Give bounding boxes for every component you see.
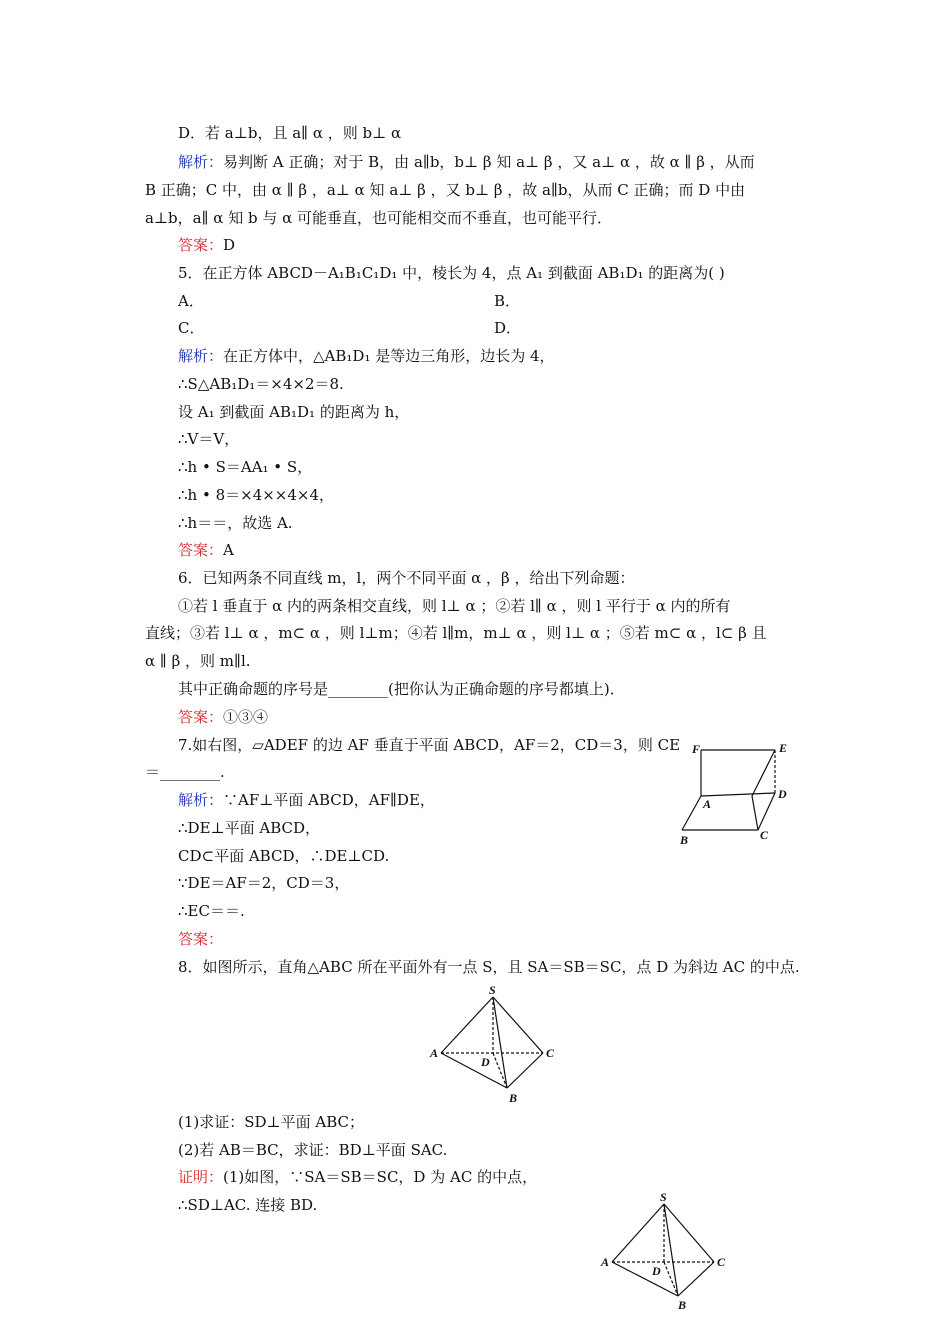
label-D: D: [778, 787, 787, 801]
q8-part-1: (1)求证：SD⊥平面 ABC；: [178, 1113, 365, 1131]
edge-SA: [612, 1204, 664, 1262]
q6-answer: [178, 707, 268, 727]
q7-answer: [178, 929, 223, 949]
analysis-label: 解析：: [178, 791, 224, 809]
answer-value: A: [223, 541, 234, 559]
edge-SA: [441, 997, 493, 1053]
label-C: C: [760, 828, 769, 842]
analysis-text: ∵AF⊥平面 ABCD，AF∥DE，: [223, 791, 435, 809]
edge-CB: [507, 1053, 543, 1088]
q5-line-2: ∴S△AB₁D₁＝×4×2＝8.: [178, 375, 344, 393]
analysis-label: 解析：: [178, 347, 224, 365]
q8-proof-line-2: ∴SD⊥AC. 连接 BD.: [178, 1196, 318, 1214]
label-A: A: [703, 797, 712, 811]
q8-figure-1: [425, 985, 565, 1110]
edge-AB: [441, 1053, 507, 1088]
q5-line-4: ∴V＝V，: [178, 430, 240, 448]
q5-option-c: C．: [178, 319, 205, 337]
q7-line-4: ∵DE＝AF＝2，CD＝3，: [178, 874, 350, 892]
label-S: S: [489, 985, 496, 997]
q4-option-d: D．若 a⊥b，且 a∥ α ，则 b⊥ α: [178, 124, 402, 142]
q5-stem: 5．在正方体 ABCD－A₁B₁C₁D₁ 中，棱长为 4，点 A₁ 到截面 AB₁D₁ 的距离为( ): [178, 264, 725, 282]
edge-CE: [752, 796, 758, 830]
q7-stem-line-2: ＝________.: [145, 763, 225, 781]
q7-line-3: CD⊂平面 ABCD，∴DE⊥CD.: [178, 847, 390, 865]
label-S: S: [660, 1192, 667, 1204]
analysis-text: 在正方体中，△AB₁D₁ 是等边三角形，边长为 4，: [223, 347, 555, 365]
q5-option-d: D．: [494, 319, 522, 337]
edge-AB: [682, 796, 701, 830]
q6-line-1: ①若 l 垂直于 α 内的两条相交直线，则 l⊥ α ；②若 l∥ α ，则 l 平行于 α 内的所有: [178, 597, 731, 615]
answer-value: D: [223, 236, 236, 254]
q5-line-5: ∴h • S＝AA₁ • S，: [178, 458, 313, 476]
q8-figure-2: [596, 1192, 736, 1317]
answer-value: ①③④: [223, 708, 269, 726]
label-F: F: [692, 742, 701, 756]
answer-label: 答案：: [178, 541, 224, 559]
q7-stem-line-1: 7.如右图，▱ADEF 的边 AF 垂直于平面 ABCD，AF＝2，CD＝3，则 CE: [178, 736, 681, 754]
q4-analysis-line-1: [178, 152, 755, 172]
q5-analysis: [178, 346, 555, 366]
label-E: E: [779, 741, 788, 755]
answer-label: 答案：: [178, 930, 224, 948]
q7-analysis: [178, 790, 435, 810]
q5-line-6: ∴h • 8＝×4××4×4，: [178, 486, 335, 504]
answer-label: 答案：: [178, 708, 224, 726]
edge-CD: [758, 793, 775, 830]
q6-line-2: 直线；③若 l⊥ α ，m⊂ α ，则 l⊥m；④若 l∥m，m⊥ α ，则 l⊥ α ；⑤若 m⊂ α ，l⊂ β 且: [145, 624, 767, 642]
q8-stem: 8．如图所示，直角△ABC 所在平面外有一点 S，且 SA＝SB＝SC，点 D 为斜边 AC 的中点.: [178, 958, 800, 976]
q6-line-4: 其中正确命题的序号是________(把你认为正确命题的序号都填上)．: [178, 680, 625, 698]
edge-AD: [701, 793, 775, 796]
label-B: B: [680, 833, 689, 847]
label-B: B: [509, 1091, 518, 1105]
q5-answer: [178, 540, 234, 560]
q4-answer: [178, 235, 235, 255]
proof-text: (1)如图，∵SA＝SB＝SC，D 为 AC 的中点，: [223, 1168, 538, 1186]
edge-E-front: [752, 750, 775, 796]
edge-AB: [612, 1262, 678, 1296]
q4-analysis-line-2: B 正确；C 中，由 α ∥ β ，a⊥ α 知 a⊥ β ，又 b⊥ β ，故 a∥b，从而 C 正确；而 D 中由: [145, 181, 746, 199]
q5-line-7: ∴h＝＝，故选 A.: [178, 514, 293, 532]
q8-part-2: (2)若 AB＝BC，求证：BD⊥平面 SAC.: [178, 1141, 448, 1159]
q5-option-a: A．: [178, 292, 204, 310]
q7-line-5: ∴EC＝＝.: [178, 902, 245, 920]
label-A: A: [601, 1255, 610, 1269]
label-C: C: [717, 1255, 726, 1269]
q7-line-2: ∴DE⊥平面 ABCD，: [178, 819, 321, 837]
q8-proof: [178, 1167, 537, 1187]
q7-figure: [680, 738, 810, 848]
q5-option-b: B．: [494, 292, 521, 310]
label-B: B: [678, 1298, 687, 1312]
q4-analysis-line-3: a⊥b，a∥ α 知 b 与 α 可能垂直，也可能相交而不垂直，也可能平行．: [145, 209, 612, 227]
q6-line-3: α ∥ β ，则 m∥l.: [145, 652, 251, 670]
q6-stem: 6．已知两条不同直线 m，l，两个不同平面 α ，β ，给出下列命题：: [178, 569, 635, 587]
label-A: A: [430, 1046, 439, 1060]
analysis-label: 解析：: [178, 153, 224, 171]
edge-CB: [678, 1262, 714, 1296]
proof-label: 证明：: [178, 1168, 224, 1186]
q5-line-3: 设 A₁ 到截面 AB₁D₁ 的距离为 h，: [178, 403, 410, 421]
label-D: D: [481, 1055, 490, 1069]
label-D: D: [652, 1264, 661, 1278]
analysis-text: 易判断 A 正确；对于 B，由 a∥b，b⊥ β 知 a⊥ β ，又 a⊥ α ，故 α ∥ β ，从而: [223, 153, 755, 171]
label-C: C: [546, 1046, 555, 1060]
answer-label: 答案：: [178, 236, 224, 254]
